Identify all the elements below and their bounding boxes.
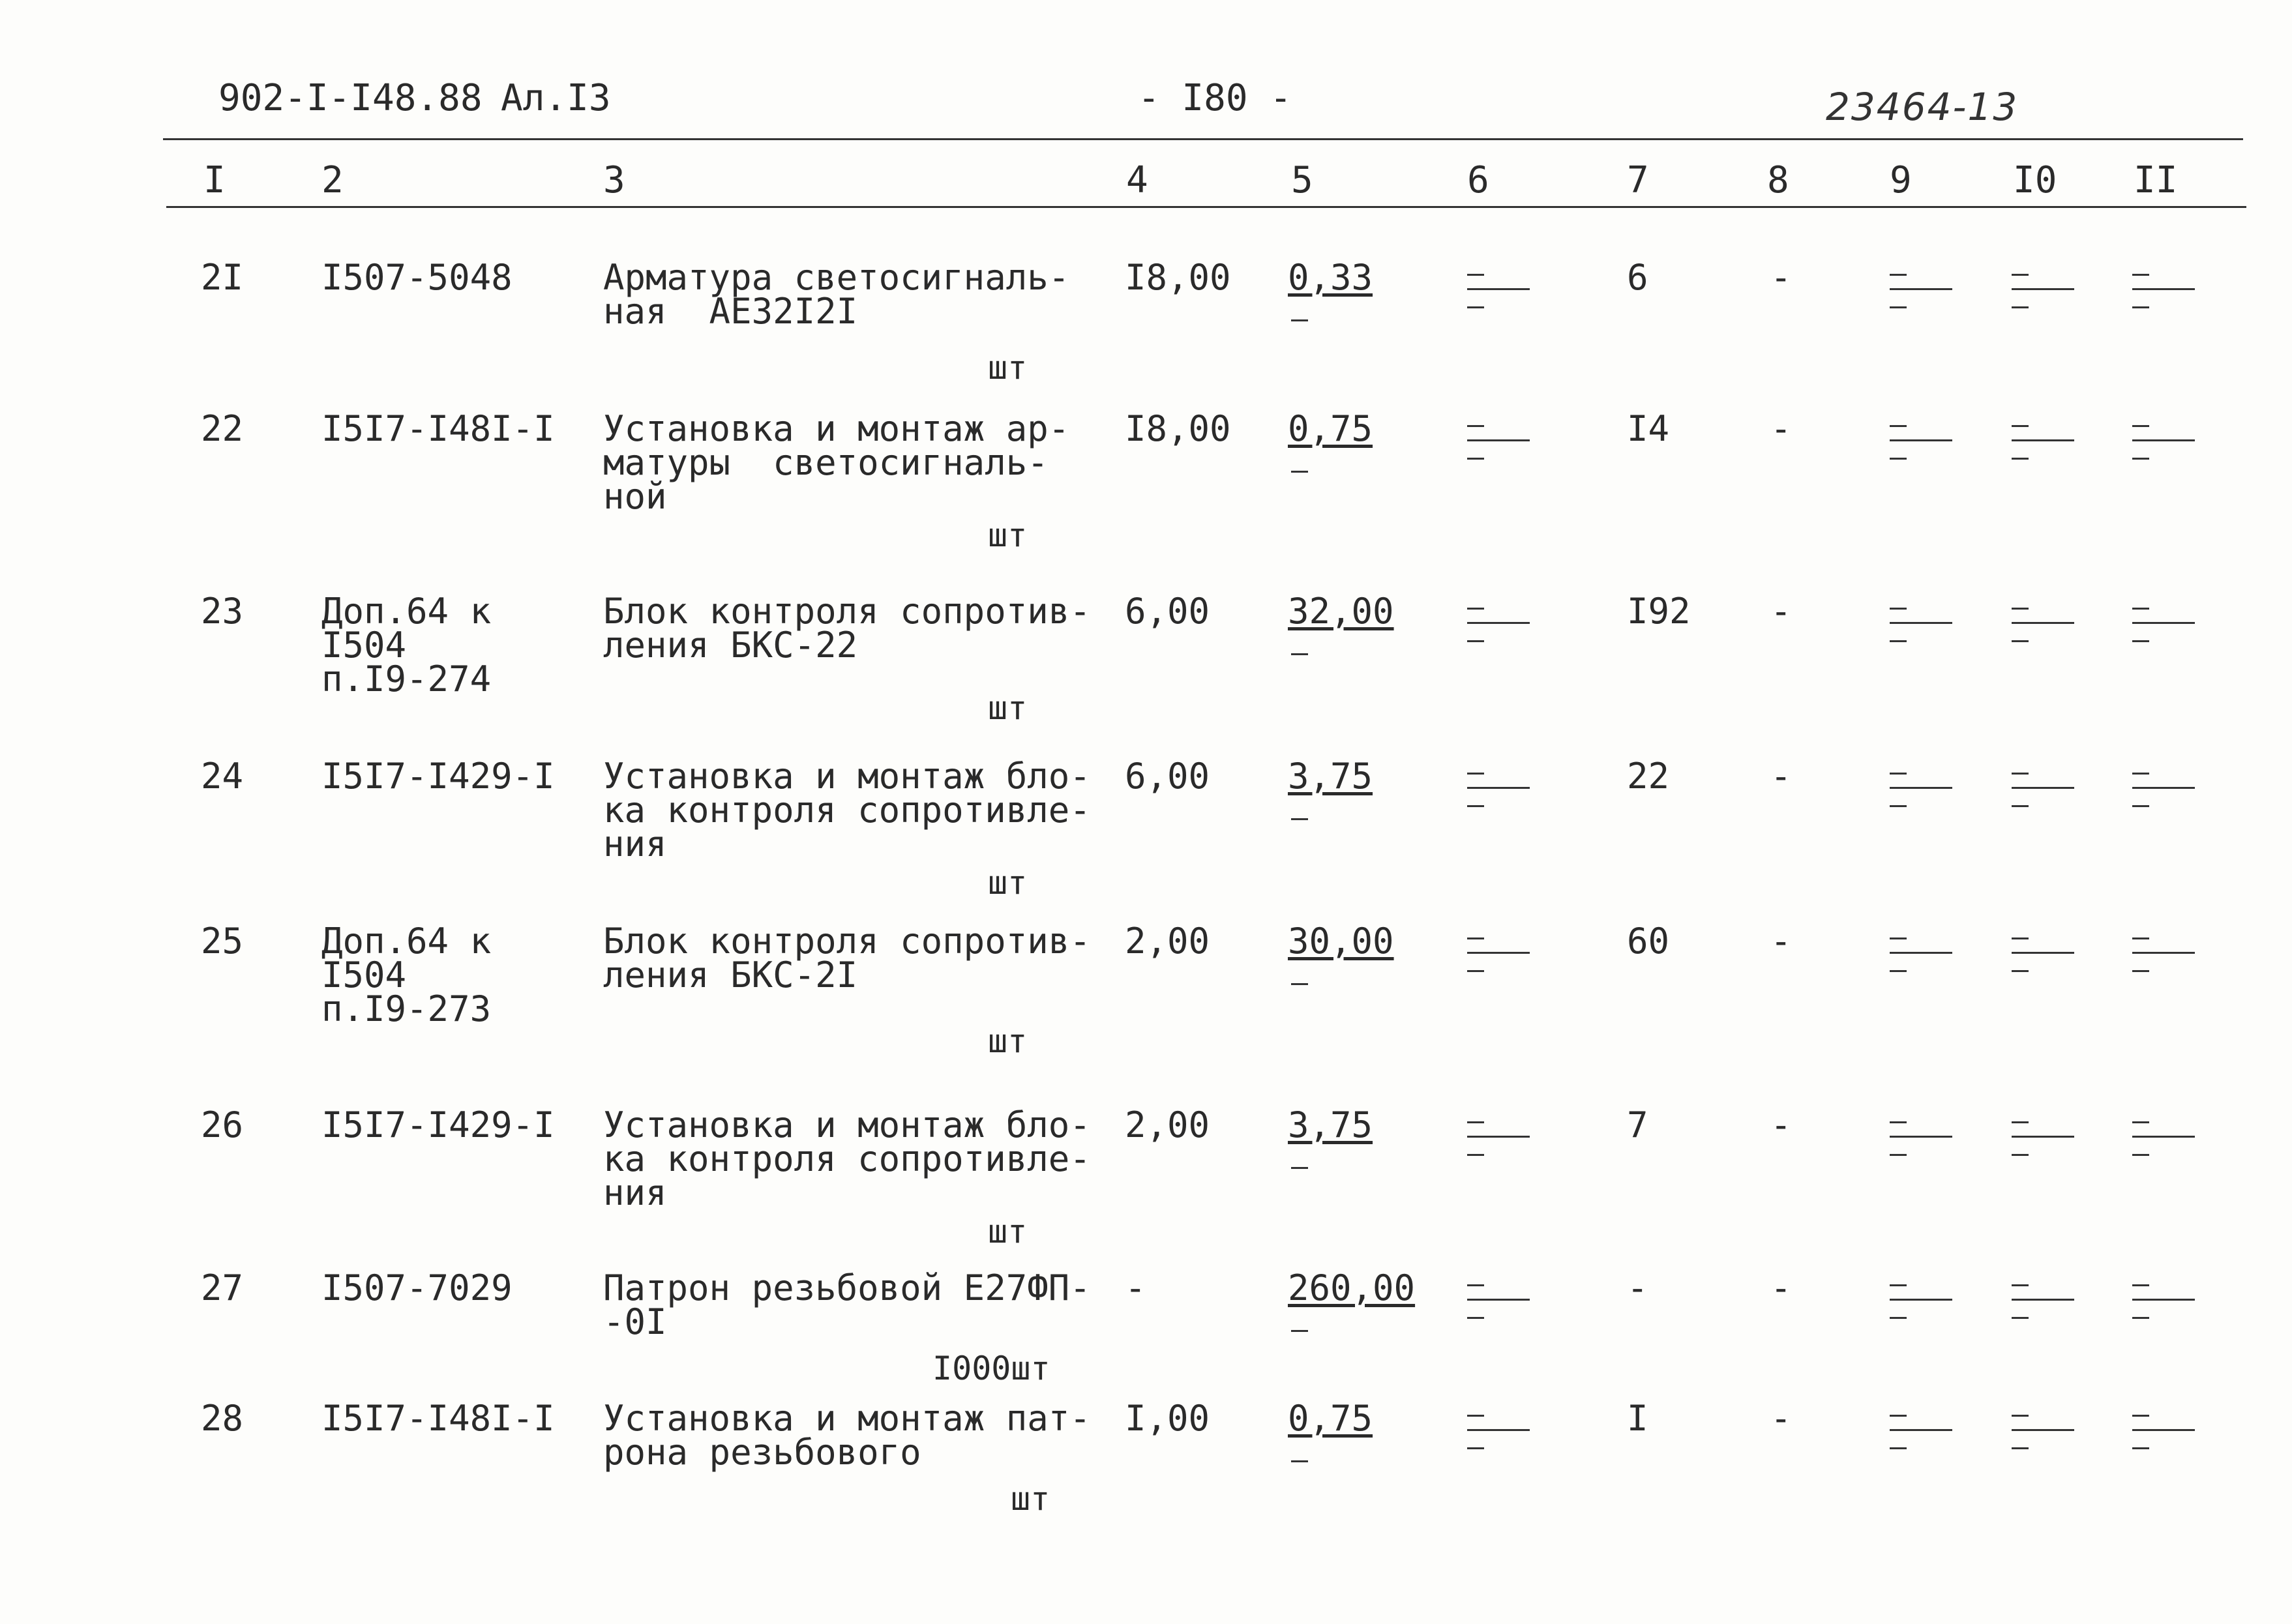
- col9-fraction: [1890, 773, 1952, 812]
- quantity: I8,00: [1125, 257, 1231, 298]
- col10-fraction: [2012, 425, 2074, 464]
- col11-fraction: [2132, 1284, 2195, 1323]
- col6-fraction: [1467, 608, 1530, 647]
- row-number: 24: [201, 756, 244, 797]
- price-denominator-dash: [1291, 818, 1308, 820]
- catalog-code: I5I7-I48I-I: [321, 1398, 555, 1439]
- column-number-6: 6: [1467, 159, 1489, 201]
- unit-of-measure: шт: [1011, 1480, 1050, 1518]
- catalog-code: Доп.64 к I504 п.I9-274: [321, 591, 492, 700]
- col9-fraction: [1890, 1121, 1952, 1160]
- price-denominator-dash: [1291, 1167, 1308, 1169]
- column-number-7: 7: [1627, 159, 1649, 201]
- header-bottom-rule: [166, 206, 2246, 208]
- quantity: I8,00: [1125, 408, 1231, 449]
- unit-of-measure: шт: [988, 349, 1028, 387]
- col6-fraction: [1467, 1284, 1530, 1323]
- col10-fraction: [2012, 1121, 2074, 1160]
- col8-value: -: [1770, 921, 1792, 962]
- col9-fraction: [1890, 274, 1952, 313]
- col10-fraction: [2012, 1284, 2074, 1323]
- catalog-code: I5I7-I48I-I: [321, 408, 555, 449]
- col8-value: -: [1770, 591, 1792, 632]
- col8-value: -: [1770, 408, 1792, 449]
- quantity: -: [1125, 1267, 1146, 1308]
- catalog-code: I507-5048: [321, 257, 513, 298]
- column-number-10: I0: [2013, 159, 2057, 201]
- col8-value: -: [1770, 1398, 1792, 1439]
- col8-value: -: [1770, 756, 1792, 797]
- row-number: 2I: [201, 257, 244, 298]
- row-number: 22: [201, 408, 244, 449]
- row-number: 28: [201, 1398, 244, 1439]
- row-number: 27: [201, 1267, 244, 1308]
- column-number-8: 8: [1767, 159, 1789, 201]
- page-number: - I80 -: [1138, 77, 1292, 119]
- column-number-9: 9: [1890, 159, 1912, 201]
- item-description: Арматура светосигналь- ная АЕ32I2I: [603, 257, 1070, 332]
- column-number-11: II: [2134, 159, 2178, 201]
- price-denominator-dash: [1291, 1460, 1308, 1462]
- unit-price: 0,75: [1288, 408, 1373, 449]
- col11-fraction: [2132, 773, 2195, 812]
- total-cost: 7: [1627, 1104, 1648, 1145]
- item-description: Патрон резьбовой Е27ФП- -0I: [603, 1267, 1091, 1342]
- col11-fraction: [2132, 608, 2195, 647]
- unit-price: 0,75: [1288, 1398, 1373, 1439]
- col6-fraction: [1467, 1121, 1530, 1160]
- catalog-code: I507-7029: [321, 1267, 513, 1308]
- quantity: 6,00: [1125, 756, 1210, 797]
- col10-fraction: [2012, 1415, 2074, 1454]
- unit-of-measure: шт: [988, 689, 1028, 727]
- total-cost: I: [1627, 1398, 1648, 1439]
- column-number-3: 3: [603, 159, 625, 201]
- item-description: Установка и монтаж ар- матуры светосигналь- ной: [603, 408, 1070, 517]
- col8-value: -: [1770, 1267, 1792, 1308]
- total-cost: 6: [1627, 257, 1648, 298]
- col6-fraction: [1467, 937, 1530, 977]
- document-code: 902-I-I48.88: [218, 77, 483, 119]
- col10-fraction: [2012, 608, 2074, 647]
- quantity: I,00: [1125, 1398, 1210, 1439]
- total-cost: I4: [1627, 408, 1670, 449]
- item-description: Установка и монтаж пат- рона резьбового: [603, 1398, 1091, 1473]
- price-denominator-dash: [1291, 471, 1308, 473]
- sheet-number: Ал.I3: [501, 77, 611, 119]
- row-number: 26: [201, 1104, 244, 1145]
- catalog-code: I5I7-I429-I: [321, 1104, 555, 1145]
- quantity: 6,00: [1125, 591, 1210, 632]
- col11-fraction: [2132, 425, 2195, 464]
- col6-fraction: [1467, 274, 1530, 313]
- col9-fraction: [1890, 1284, 1952, 1323]
- item-description: Установка и монтаж бло- ка контроля сопротивле- ния: [603, 1104, 1091, 1213]
- quantity: 2,00: [1125, 921, 1210, 962]
- col9-fraction: [1890, 1415, 1952, 1454]
- col6-fraction: [1467, 1415, 1530, 1454]
- price-denominator-dash: [1291, 983, 1308, 985]
- col10-fraction: [2012, 937, 2074, 977]
- col11-fraction: [2132, 274, 2195, 313]
- total-cost: -: [1627, 1267, 1648, 1308]
- unit-price: 30,00: [1288, 921, 1394, 962]
- unit-of-measure: шт: [988, 1022, 1028, 1060]
- row-number: 25: [201, 921, 244, 962]
- unit-price: 0,33: [1288, 257, 1373, 298]
- quantity: 2,00: [1125, 1104, 1210, 1145]
- col11-fraction: [2132, 1121, 2195, 1160]
- item-description: Установка и монтаж бло- ка контроля сопротивле- ния: [603, 756, 1091, 864]
- column-number-2: 2: [321, 159, 344, 201]
- price-denominator-dash: [1291, 1330, 1308, 1332]
- price-denominator-dash: [1291, 319, 1308, 321]
- column-number-5: 5: [1291, 159, 1313, 201]
- col11-fraction: [2132, 1415, 2195, 1454]
- total-cost: 60: [1627, 921, 1670, 962]
- item-description: Блок контроля сопротив- ления БКС-22: [603, 591, 1091, 666]
- inventory-number: 23464-13: [1826, 85, 2019, 129]
- price-denominator-dash: [1291, 653, 1308, 655]
- col9-fraction: [1890, 937, 1952, 977]
- unit-price: 32,00: [1288, 591, 1394, 632]
- col9-fraction: [1890, 425, 1952, 464]
- catalog-code: Доп.64 к I504 п.I9-273: [321, 921, 492, 1029]
- col11-fraction: [2132, 937, 2195, 977]
- unit-price: 3,75: [1288, 1104, 1373, 1145]
- col8-value: -: [1770, 1104, 1792, 1145]
- total-cost: I92: [1627, 591, 1691, 632]
- catalog-code: I5I7-I429-I: [321, 756, 555, 797]
- col9-fraction: [1890, 608, 1952, 647]
- unit-of-measure: шт: [988, 1213, 1028, 1250]
- column-number-4: 4: [1126, 159, 1148, 201]
- col6-fraction: [1467, 425, 1530, 464]
- unit-price: 260,00: [1288, 1267, 1416, 1308]
- unit-of-measure: I000шт: [932, 1350, 1050, 1387]
- unit-of-measure: шт: [988, 516, 1028, 554]
- item-description: Блок контроля сопротив- ления БКС-2I: [603, 921, 1091, 996]
- col10-fraction: [2012, 773, 2074, 812]
- row-number: 23: [201, 591, 244, 632]
- column-number-1: I: [203, 159, 226, 201]
- col6-fraction: [1467, 773, 1530, 812]
- unit-of-measure: шт: [988, 864, 1028, 902]
- col10-fraction: [2012, 274, 2074, 313]
- total-cost: 22: [1627, 756, 1670, 797]
- unit-price: 3,75: [1288, 756, 1373, 797]
- header-top-rule: [163, 138, 2243, 140]
- col8-value: -: [1770, 257, 1792, 298]
